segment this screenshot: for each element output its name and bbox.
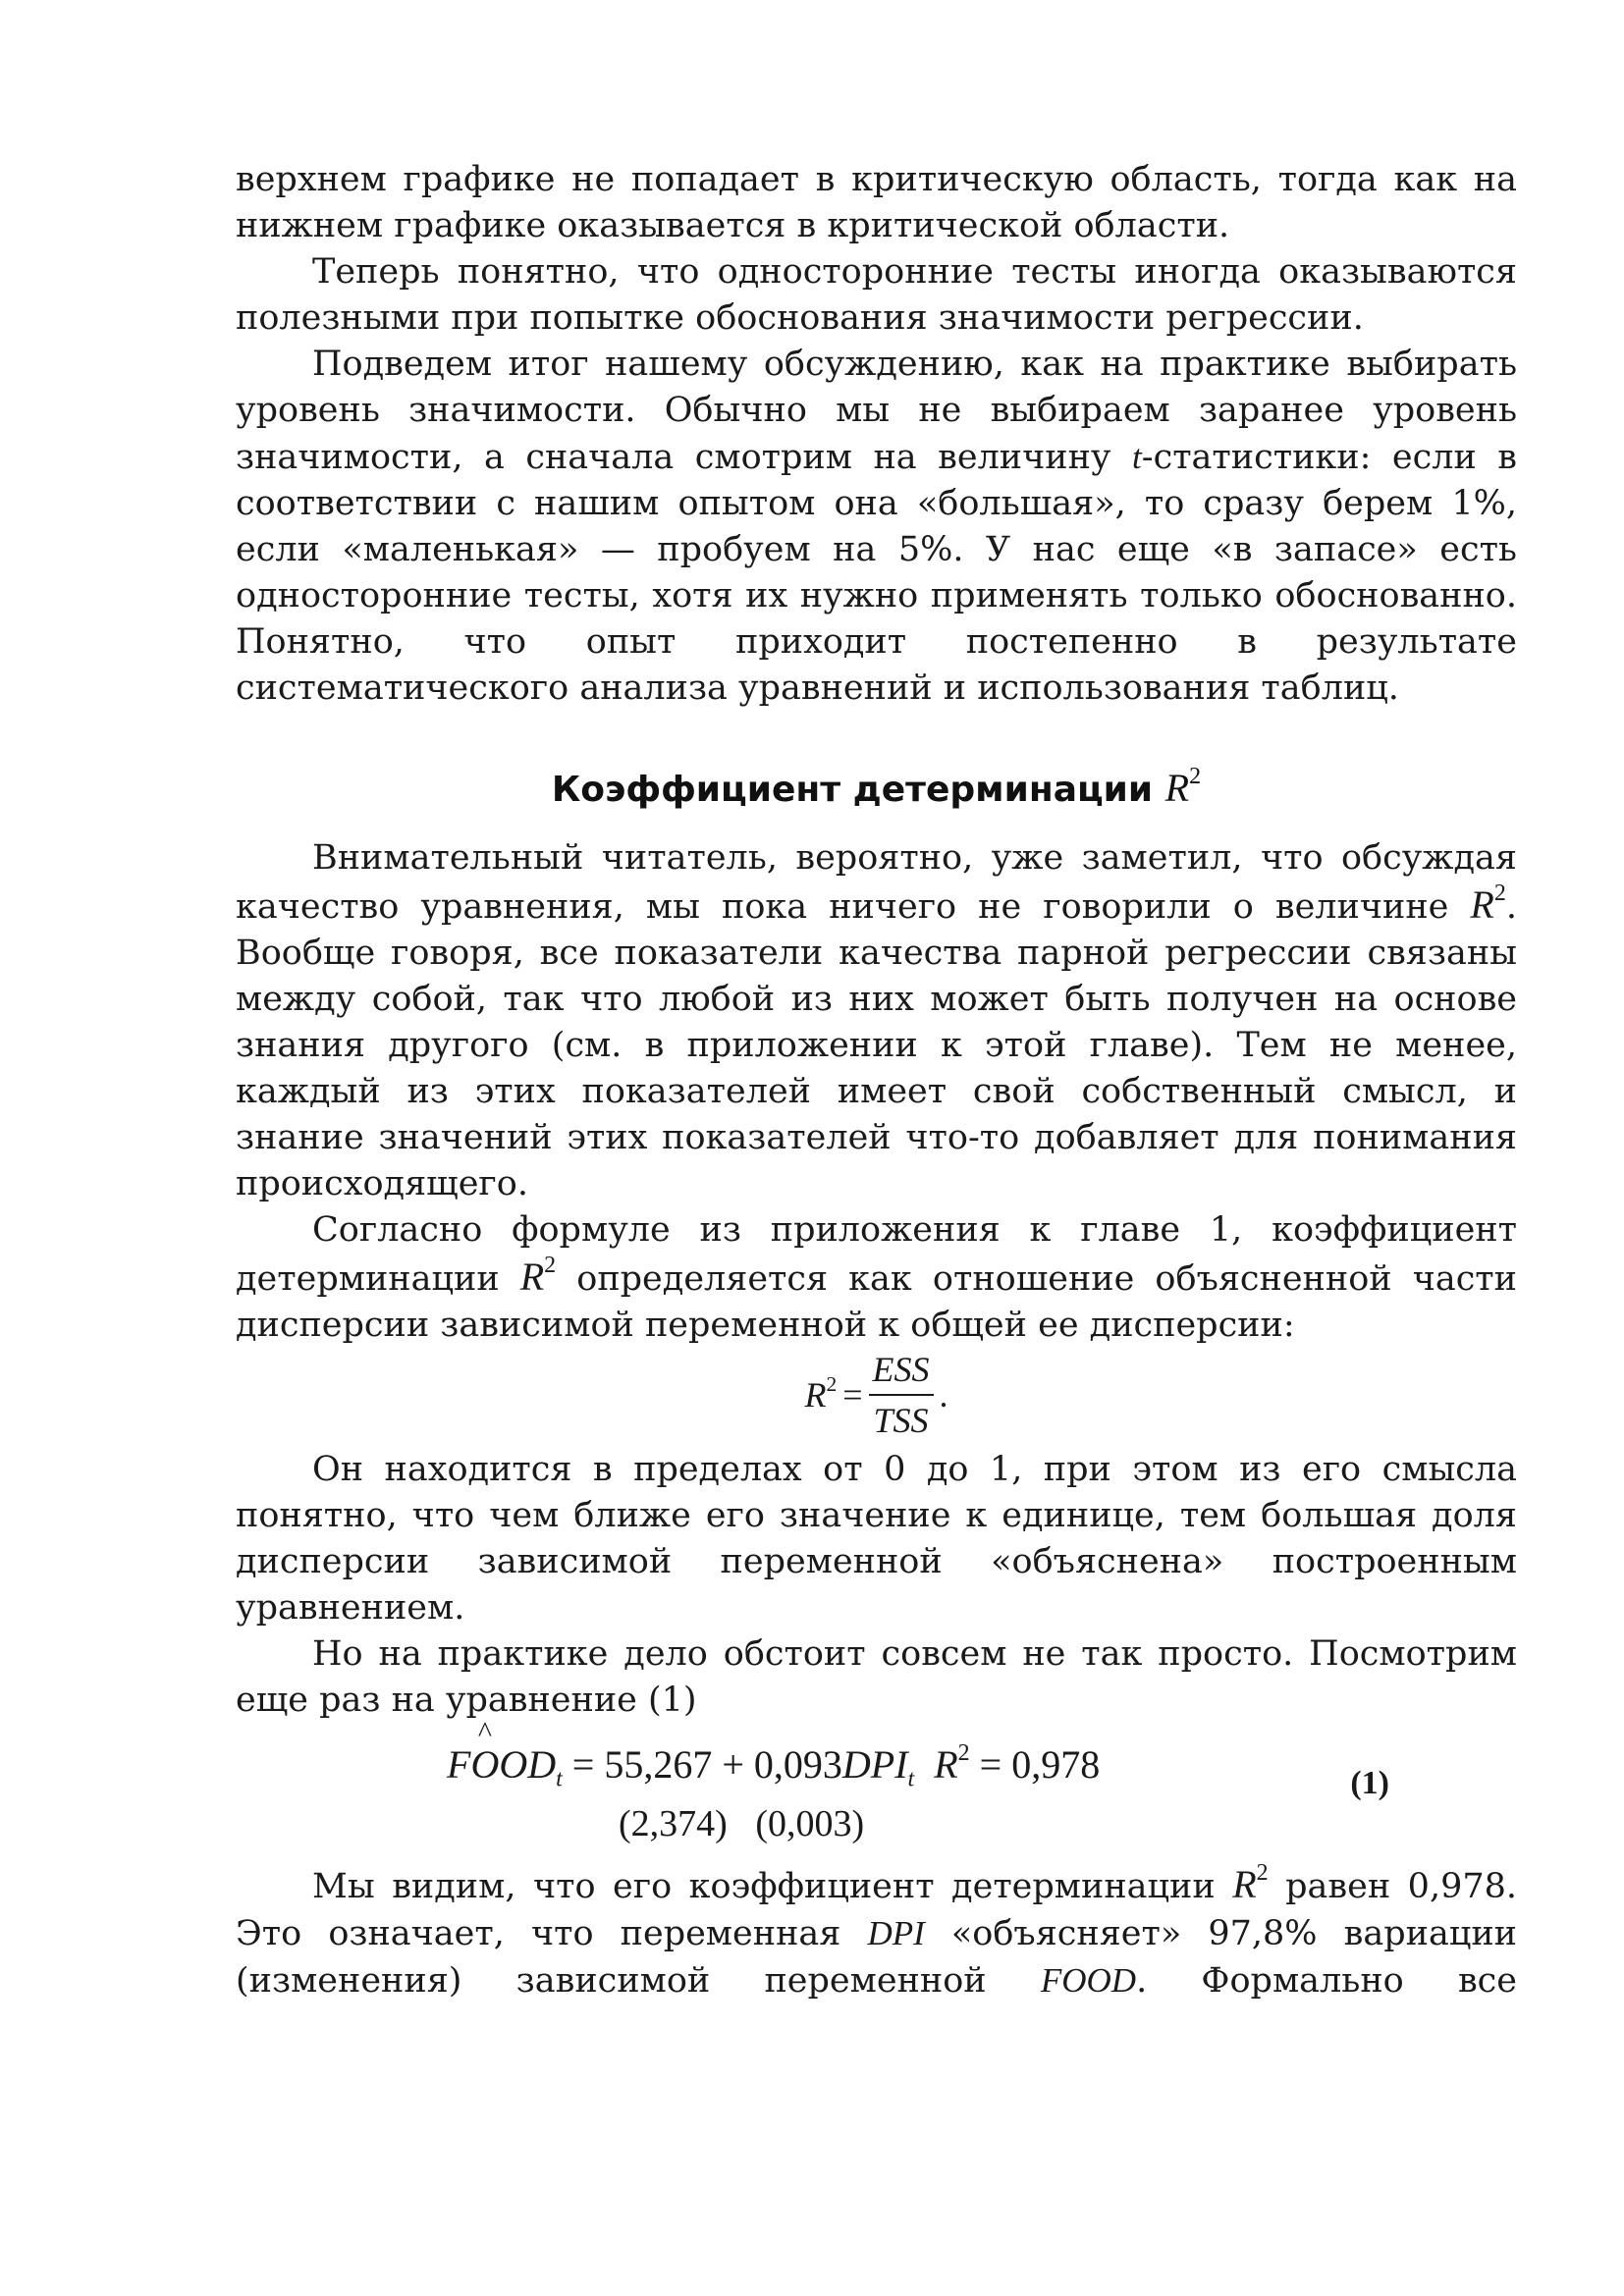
- section-heading-text: Коэффициент детерминации: [551, 770, 1154, 810]
- equation-rhs: = 55,267 + 0,093: [562, 1742, 842, 1787]
- paragraph-4-part-b: . Вообще говоря, все показатели качества парной регрессии связаны между собой, так что любой из них может быть получен на основе знания другого (см. в приложении к этой главе). Тем не менее, каждый из этих показателей имеет свой собственный смысл, и знание значений этих показателей что-то добавляет для понимания происходящего.: [236, 887, 1517, 1203]
- paragraph-8-part-c: «объясняет» 97,8% вариации (изменения) зависимой переменной: [236, 1914, 1517, 2001]
- formula-fraction: [869, 1349, 934, 1441]
- formula-period: .: [939, 1375, 948, 1415]
- equation-r2-value: = 0,978: [969, 1742, 1101, 1787]
- formula-equals: =: [842, 1375, 863, 1415]
- section-heading-r2: $R^2$: [1164, 764, 1202, 810]
- r2-inline-symbol: $R^2$: [1232, 1860, 1269, 1906]
- r2-formula: [236, 1349, 1517, 1447]
- paragraph-7: Но на практике дело обстоит совсем не так просто. Посмотрим еще раз на уравнение (1): [236, 1634, 1517, 1720]
- paragraph-5-part-b: определяется как отношение объясненной части дисперсии зависимой переменной к общей ее дисперсии:: [236, 1259, 1517, 1345]
- paragraph-8-part-b: равен 0,978. Это означает, что переменная: [236, 1867, 1517, 1953]
- paragraph-8: [236, 1861, 1517, 2004]
- paragraph-3: [236, 342, 1517, 712]
- t-variable: t: [1132, 438, 1142, 476]
- equation-r2: $R^2$: [934, 1740, 970, 1787]
- equation-standard-errors: [619, 1802, 864, 1845]
- standard-error-slope: (0,003): [755, 1803, 865, 1844]
- paragraph-8-part-a: Мы видим, что его коэффициент детерминации: [312, 1867, 1233, 1906]
- section-heading: [236, 759, 1517, 820]
- paragraph-4: [236, 835, 1517, 1207]
- paragraph-8-part-d: . Формально все: [1136, 1961, 1517, 2001]
- equation-number: (1): [1350, 1765, 1389, 1801]
- paragraph-1: верхнем графике не попадает в критическую область, тогда как на нижнем графике оказывается в критической области.: [236, 160, 1517, 245]
- r2-inline-symbol: $R^2$: [1470, 881, 1506, 927]
- paragraph-5-part-a: Согласно формуле из приложения к главе 1, коэффициент детерминации: [236, 1210, 1517, 1299]
- formula-lhs: $R^2$: [804, 1371, 838, 1415]
- paragraph-2: Теперь понятно, что односторонние тесты иногда оказываются полезными при попытке обоснования значимости регрессии.: [236, 252, 1517, 338]
- paragraph-5: [236, 1207, 1517, 1349]
- paragraph-6: Он находится в пределах от 0 до 1, при этом из его смысла понятно, что чем ближе его значение к единице, тем большая доля дисперсии зависимой переменной «объяснена» построенным уравнением.: [236, 1450, 1517, 1628]
- paragraph-3-part-a: Подведем итог нашему обсуждению, как на практике выбирать уровень значимости. Обычно мы не выбираем заранее уровень значимости, а сначала смотрим на величину: [236, 345, 1517, 477]
- r2-inline-symbol: $R^2$: [519, 1253, 557, 1299]
- fraction-numerator: ESS: [869, 1349, 934, 1396]
- paragraph-3-part-b: -статистики: если в соответствии с нашим опытом она «большая», то сразу берем 1%, если «маленькая» — пробуем на 5%. У нас еще «в запасе» есть односторонние тесты, хотя их нужно применять только обоснованно. Понятно, что опыт приходит постепенно в результате систематического анализа уравнений и использования таблиц.: [236, 438, 1517, 708]
- dpi-variable: DPI: [867, 1914, 925, 1952]
- standard-error-intercept: (2,374): [619, 1803, 728, 1844]
- equation-main-line: [447, 1740, 1101, 1792]
- fraction-denominator: TSS: [873, 1401, 929, 1440]
- regression-equation: [236, 1724, 1517, 1861]
- food-variable: FOOD: [1040, 1961, 1137, 2000]
- paragraph-4-part-a: Внимательный читатель, вероятно, уже заметил, что обсуждая качество уравнения, мы пока ничего не говорили о величине: [236, 838, 1517, 927]
- document-page: [236, 157, 1517, 2004]
- equation-lhs: F^ $OOD_t$: [447, 1742, 563, 1787]
- equation-rhs-variable: $DPI_t$: [841, 1742, 915, 1792]
